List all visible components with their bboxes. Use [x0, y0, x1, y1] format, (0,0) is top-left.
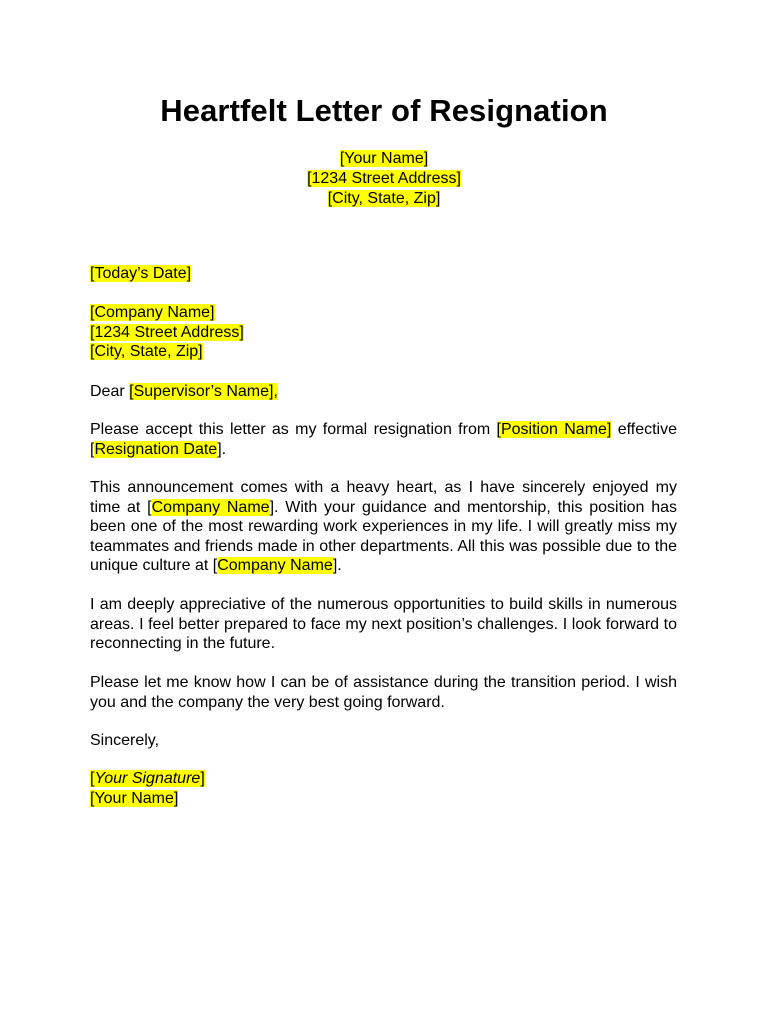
- bracket: ]: [217, 440, 222, 458]
- sender-address: [0, 149, 768, 209]
- paragraph-1-text: effective: [611, 421, 678, 438]
- salutation: [90, 382, 677, 402]
- page-title: Heartfelt Letter of Resignation: [160, 93, 608, 128]
- bracket: [: [212, 557, 218, 575]
- bracket: [: [90, 770, 95, 787]
- closing: Sincerely,: [90, 732, 160, 749]
- bracket: ]: [332, 557, 338, 575]
- recipient-company: [Company Name]: [90, 304, 215, 321]
- paragraph-3: I am deeply appreciative of the numerous opportunities to build skills in numerous areas. I feel better prepared to face my next position’s challenges. I look forward to reconnecting in the future.: [90, 596, 677, 653]
- signature-block: [90, 769, 677, 808]
- paragraph-1-text: .: [221, 440, 227, 458]
- recipient-street: [1234 Street Address]: [90, 323, 244, 341]
- bracket: ]: [200, 770, 205, 787]
- recipient-city: [City, State, Zip]: [90, 343, 203, 361]
- letter-date: [90, 264, 677, 284]
- sender-city: [City, State, Zip]: [327, 190, 441, 207]
- paragraph-2-text: . With your guidance and mentorship, this position has been one of the most rewarding work experiences in my life. I will greatly miss my teammates and friends made in other departments. All this was possible due to the unique culture at: [90, 498, 677, 575]
- supervisor-name: [Supervisor’s Name],: [129, 383, 278, 400]
- signature-label: Your Signature: [94, 770, 201, 787]
- paragraph-4: Please let me know how I can be of assistance during the transition period. I wish you and the company the very best going forward.: [90, 674, 677, 711]
- paragraph-2: [90, 478, 677, 576]
- position-name: [Position Name]: [496, 421, 612, 438]
- recipient-address: [90, 303, 677, 362]
- resignation-date: Resignation Date: [94, 440, 218, 458]
- bracket: [: [147, 498, 152, 516]
- paragraph-2-text: This announcement comes with a heavy heart, as I have sincerely enjoyed my time at: [90, 479, 677, 516]
- paragraph-2-text: .: [337, 557, 342, 575]
- signature-placeholder: [90, 770, 205, 787]
- company-name-2: Company Name: [217, 557, 333, 575]
- sender-name: [Your Name]: [339, 150, 429, 167]
- salutation-prefix: Dear: [90, 383, 130, 400]
- paragraph-1: [90, 420, 677, 459]
- bracket: [: [90, 440, 95, 458]
- paragraph-1-text: Please accept this letter as my formal resignation from: [90, 421, 497, 438]
- sender-street: [1234 Street Address]: [307, 170, 461, 187]
- signer-name: [Your Name]: [90, 789, 179, 807]
- company-name-1: Company Name: [151, 498, 270, 516]
- date-placeholder: [Today’s Date]: [90, 265, 192, 282]
- bracket: ]: [269, 498, 275, 516]
